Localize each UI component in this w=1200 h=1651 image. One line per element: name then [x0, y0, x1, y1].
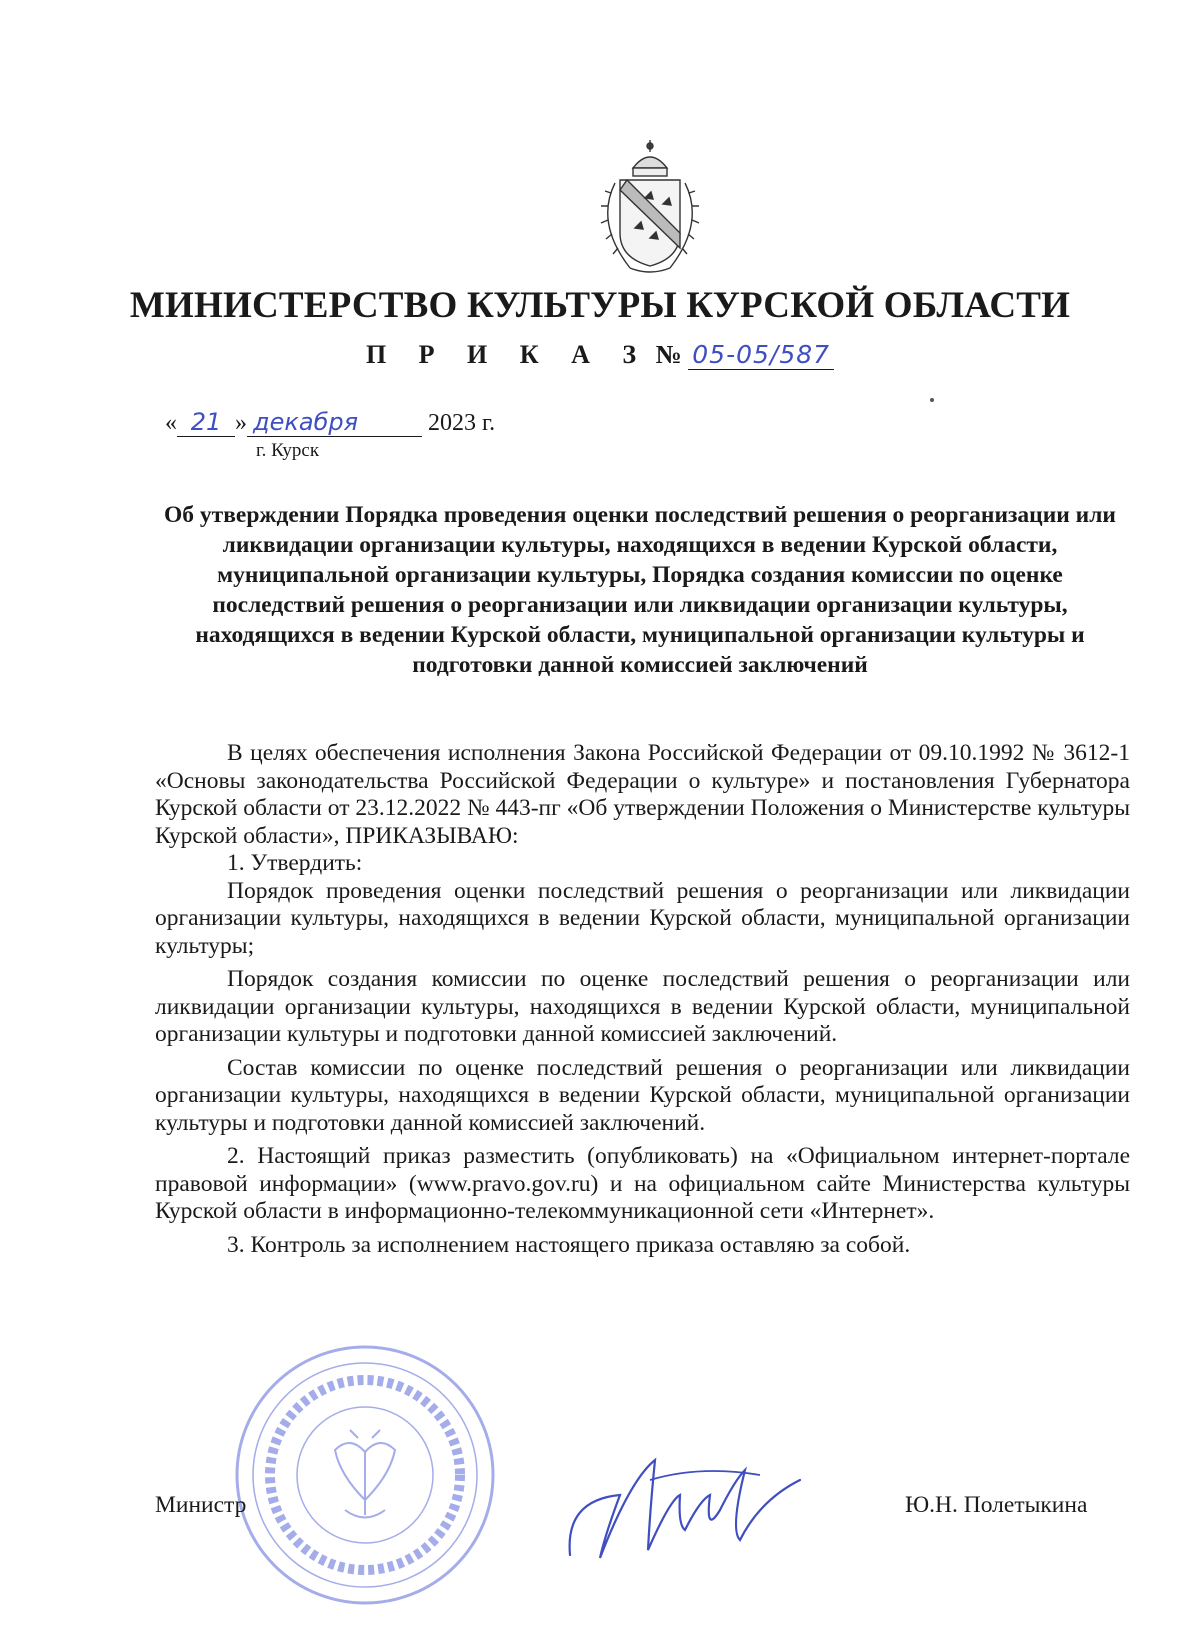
order-heading: [0, 340, 1200, 370]
order-title: Об утверждении Порядка проведения оценки последствий решения о реорганизации или ликвидации организации культуры, находящихся в ведении Курской области, муниципальной организации культуры, Порядка создания комиссии по оценке последствий решения о реорганизации или ликвидации организации культуры, находящихся в ведении Курской области, муниципальной организации культуры и подготовки данной комиссией заключений: [164, 502, 1116, 678]
order-body: [155, 740, 1130, 1259]
date-day: 21: [177, 408, 235, 437]
order-word: П Р И К А З: [365, 340, 650, 369]
date-year: 2023 г.: [428, 410, 496, 436]
item-1-paragraph: 1. Утвердить:: [227, 850, 363, 876]
date-open-quote: «: [165, 410, 177, 436]
date-month: декабря: [247, 408, 422, 437]
scan-speck: [930, 398, 934, 402]
coat-of-arms-icon: [575, 138, 725, 280]
order-date: [165, 408, 495, 437]
preamble-paragraph: В целях обеспечения исполнения Закона Российской Федерации от 09.10.1992 № 3612-1 «Основы законодательства Российской Федерации о культуре» и постановления Губернатора Курской области от 23.12.2022 № 443-пг «Об утверждении Положения о Министерстве культуры Курской области», ПРИКАЗЫВАЮ:: [155, 740, 1130, 849]
order-number: 05-05/587: [688, 340, 834, 370]
item-1a-paragraph: Порядок проведения оценки последствий решения о реорганизации или ликвидации организации культуры, находящихся в ведении Курской области, муниципальной организации культуры;: [155, 877, 1130, 959]
signer-role: Министр: [155, 1492, 247, 1518]
number-sign: №: [655, 340, 682, 369]
item-1b-paragraph: Порядок создания комиссии по оценке последствий решения о реорганизации или ликвидации организации культуры, находящихся в ведении Курской области, муниципальной организации культуры и подготовки данной комиссией заключений.: [155, 966, 1130, 1047]
item-1c-paragraph: Состав комиссии по оценке последствий решения о реорганизации или ликвидации организации культуры, находящихся в ведении Курской области, муниципальной организации культуры и подготовки данной комиссией заключений.: [155, 1054, 1130, 1136]
official-seal-icon: [230, 1340, 500, 1610]
city: г. Курск: [256, 440, 320, 461]
signer-name: Ю.Н. Полетыкина: [905, 1492, 1088, 1518]
date-close-quote: »: [235, 410, 247, 436]
item-3-paragraph: 3. Контроль за исполнением настоящего приказа оставляю за собой.: [227, 1231, 911, 1258]
item-2-paragraph: 2. Настоящий приказ разместить (опубликовать) на «Официальном интернет-портале правовой информации» (www.pravo.gov.ru) и на официальном сайте Министерства культуры Курской области в информационно-телекоммуникационной сети «Интернет».: [155, 1143, 1130, 1224]
handwritten-signature-icon: [560, 1440, 810, 1570]
ministry-name: МИНИСТЕРСТВО КУЛЬТУРЫ КУРСКОЙ ОБЛАСТИ: [129, 285, 1071, 326]
